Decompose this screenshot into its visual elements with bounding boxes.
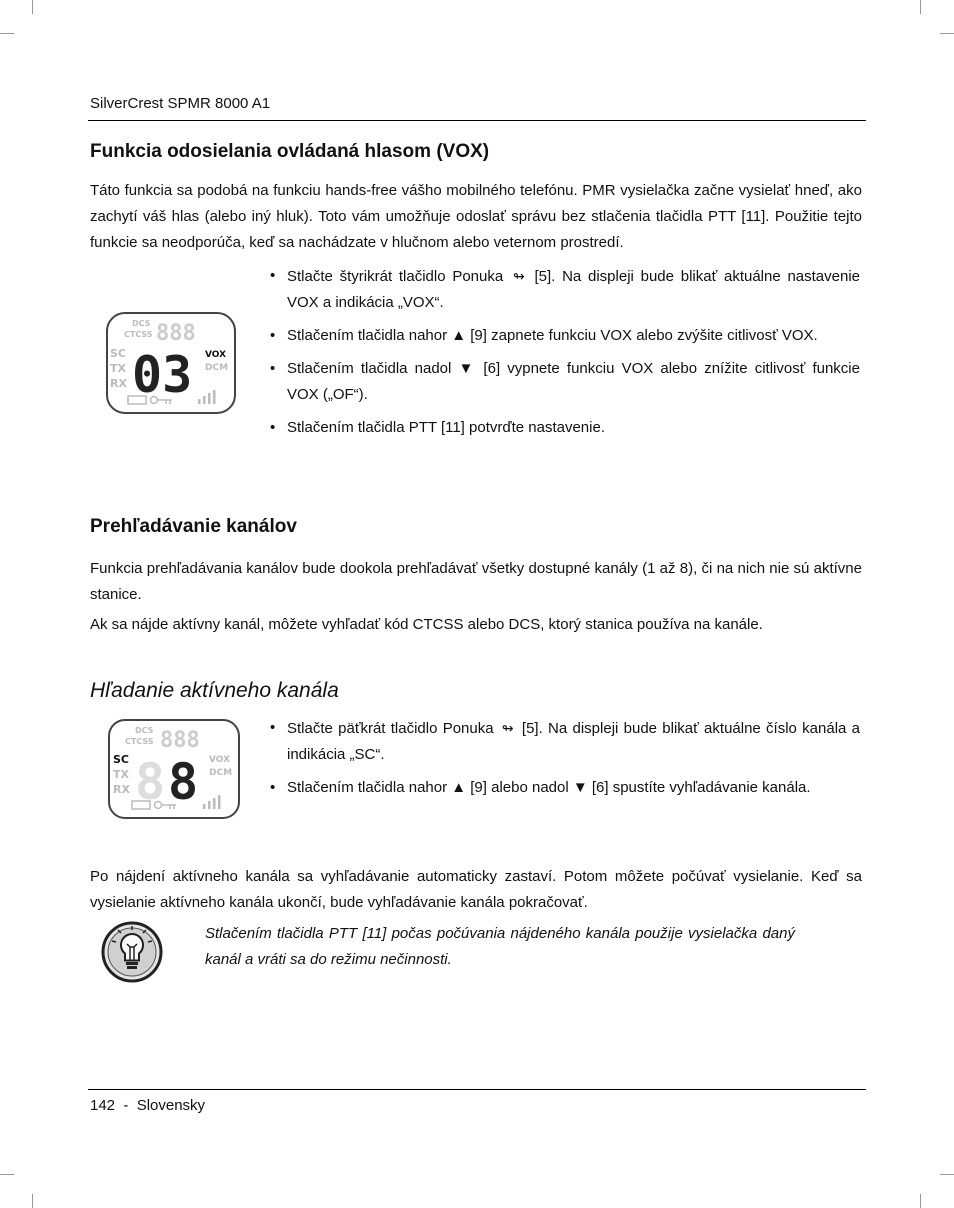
crop-mark	[920, 1194, 921, 1208]
search-heading: Hľadanie aktívneho kanála	[90, 679, 339, 702]
vox-intro: Táto funkcia sa podobá na funkciu hands-free vášho mobilného telefónu. PMR vysielačka začne vysielať hneď, ako zachytí váš hlas (alebo iný hluk). Toto vám umožňuje odoslať správu bez stlačenia tlačidla PTT [11]. Použitie tejto funkcie sa neodporúča, keď sa nachádzate v hlučnom alebo veternom prostredí.	[90, 182, 862, 251]
menu-icon: ↬	[512, 268, 525, 284]
scan-paragraph-1: Funkcia prehľadávania kanálov bude dookola prehľadávať všetky dostupné kanály (1 až 8), či na nich nie sú aktívne stanice.	[90, 560, 862, 603]
vox-heading: Funkcia odosielania ovládaná hlasom (VOX)	[90, 141, 490, 162]
lcd-rx-label: RX	[113, 783, 130, 796]
tip-note: Stlačením tlačidla PTT [11] počas počúvania nájdeného kanála použije vysielačka daný kanál a vráti sa do režimu nečinnosti.	[205, 925, 795, 968]
list-item: • Stlačte päťkrát tlačidlo Ponuka ↬ [5]. Na displeji bude blikať aktuálne číslo kanála a indikácia „SC“.	[270, 719, 861, 763]
lcd-dcm-label: DCM	[205, 363, 229, 373]
vox-steps	[270, 263, 860, 441]
footer-rule	[88, 1089, 866, 1090]
lcd-display-vox	[106, 312, 236, 414]
crop-mark	[0, 33, 14, 34]
list-item: • Stlačením tlačidla PTT [11] potvrďte nastavenie.	[270, 419, 605, 436]
menu-icon: ↬	[501, 720, 514, 736]
lcd-display-scan	[108, 719, 240, 819]
list-item: • Stlačením tlačidla nahor ▲ [9] zapnete funkciu VOX alebo zvýšite citlivosť VOX.	[270, 327, 818, 344]
lcd-big-digits: 03	[132, 346, 193, 404]
list-item: • Stlačením tlačidla nahor ▲ [9] alebo nadol ▼ [6] spustíte vyhľadávanie kanála.	[270, 779, 811, 796]
lcd-ghost-digit: 8	[135, 753, 166, 811]
lcd-tx-label: TX	[113, 768, 129, 781]
crop-mark	[920, 0, 921, 14]
lcd-dcm-label: DCM	[209, 768, 233, 778]
search-after-paragraph: Po nájdení aktívneho kanála sa vyhľadávanie automaticky zastaví. Potom môžete počúvať vysielanie. Keď sa vysielanie aktívneho kanála ukončí, bude vyhľadávanie kanála pokračovať.	[90, 868, 862, 911]
crop-mark	[32, 1194, 33, 1208]
lcd-tx-label: TX	[110, 362, 126, 375]
lcd-vox-label: VOX	[209, 755, 231, 765]
crop-mark	[940, 33, 954, 34]
lcd-small-digits: 888	[156, 321, 196, 346]
lcd-ctcss-label: CTCSS	[124, 330, 153, 339]
lcd-small-digits: 888	[160, 728, 200, 753]
lcd-rx-label: RX	[110, 377, 127, 390]
list-item: • Stlačte štyrikrát tlačidlo Ponuka ↬ [5]. Na displeji bude blikať aktuálne nastavenie VOX a indikácia „VOX“.	[270, 267, 860, 311]
page-footer: 142 - Slovensky	[90, 1097, 206, 1114]
header-rule	[88, 120, 866, 121]
lightbulb-tip-icon	[100, 920, 164, 984]
lcd-dcs-label: DCS	[132, 319, 151, 328]
scan-heading: Prehľadávanie kanálov	[90, 516, 297, 537]
crop-mark	[0, 1174, 14, 1175]
crop-mark	[940, 1174, 954, 1175]
lcd-sc-label: SC	[113, 753, 129, 766]
lcd-vox-label: VOX	[205, 350, 227, 360]
scan-paragraph-2: Ak sa nájde aktívny kanál, môžete vyhľadať kód CTCSS alebo DCS, ktorý stanica používa na kanále.	[90, 616, 763, 633]
lcd-dcs-label: DCS	[135, 726, 154, 735]
crop-mark	[32, 0, 33, 14]
list-item: • Stlačením tlačidla nadol ▼ [6] vypnete funkciu VOX alebo znížite citlivosť funkcie VOX („OF“).	[270, 360, 860, 403]
lcd-sc-label: SC	[110, 347, 126, 360]
lcd-ctcss-label: CTCSS	[125, 737, 154, 746]
search-steps	[270, 715, 860, 801]
page-header-title: SilverCrest SPMR 8000 A1	[90, 95, 271, 112]
lcd-big-digits: 8	[168, 753, 199, 811]
